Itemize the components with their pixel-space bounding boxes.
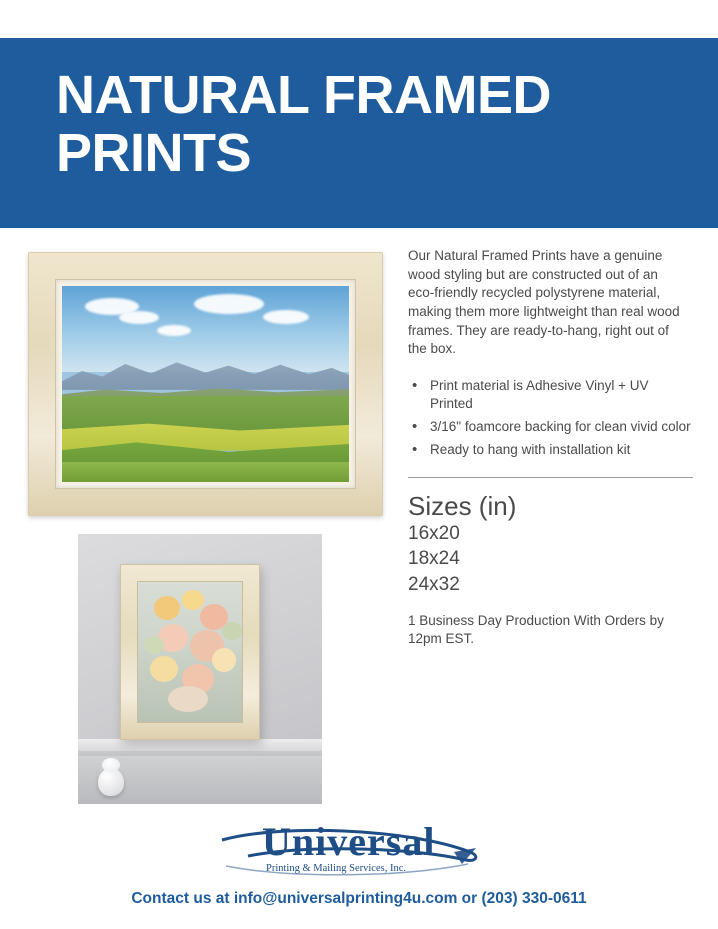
frame-mat	[55, 279, 356, 489]
flower	[150, 656, 178, 682]
field-band	[62, 462, 349, 482]
flower	[168, 686, 208, 712]
cloud-icon	[194, 294, 264, 314]
field-band	[62, 396, 349, 431]
portrait-frame-mat	[137, 581, 243, 723]
production-time-note: 1 Business Day Production With Orders by 12pm EST.	[408, 612, 664, 646]
sizes-heading: Sizes (in)	[408, 491, 517, 522]
page-title: NATURAL FRAMED PRINTS	[56, 65, 551, 184]
feature-list	[408, 377, 692, 460]
foliage	[222, 622, 242, 640]
product-info-column	[408, 247, 698, 648]
list-item: • Print material is Adhesive Vinyl + UV Printed	[408, 377, 692, 414]
decorative-vase-top	[102, 758, 120, 772]
company-logo	[218, 818, 500, 880]
size-option: 24x32	[408, 574, 460, 596]
foliage	[144, 636, 164, 654]
size-option: 18x24	[408, 548, 460, 570]
landscape-artwork	[62, 286, 349, 482]
landscape-print-photo	[14, 243, 395, 526]
flower	[182, 590, 204, 610]
picture-frame	[28, 252, 383, 516]
list-item: • 3/16" foamcore backing for clean vivid color	[408, 418, 692, 437]
flower	[154, 596, 180, 620]
list-item: • Ready to hang with installation kit	[408, 441, 692, 460]
size-option: 16x20	[408, 522, 460, 544]
cloud-icon	[263, 310, 309, 324]
section-divider	[408, 477, 693, 478]
logo-tagline: Printing & Mailing Services, Inc.	[266, 863, 406, 874]
contact-line[interactable]: Contact us at info@universalprinting4u.com or (203) 330-0611	[131, 890, 587, 907]
decorative-vase	[98, 768, 124, 796]
header-banner	[0, 38, 718, 228]
intro-paragraph: Our Natural Framed Prints have a genuine wood styling but are constructed out of an eco-friendly recycled polystyrene material, making them more lightweight than real wood frames. They are ready-to-hang, right out of the box.	[408, 248, 680, 357]
floral-artwork	[138, 582, 242, 722]
room-scene-photo	[78, 534, 322, 804]
portrait-picture-frame	[120, 564, 260, 740]
flower	[212, 648, 236, 672]
logo-wordmark: Universal	[262, 819, 436, 864]
